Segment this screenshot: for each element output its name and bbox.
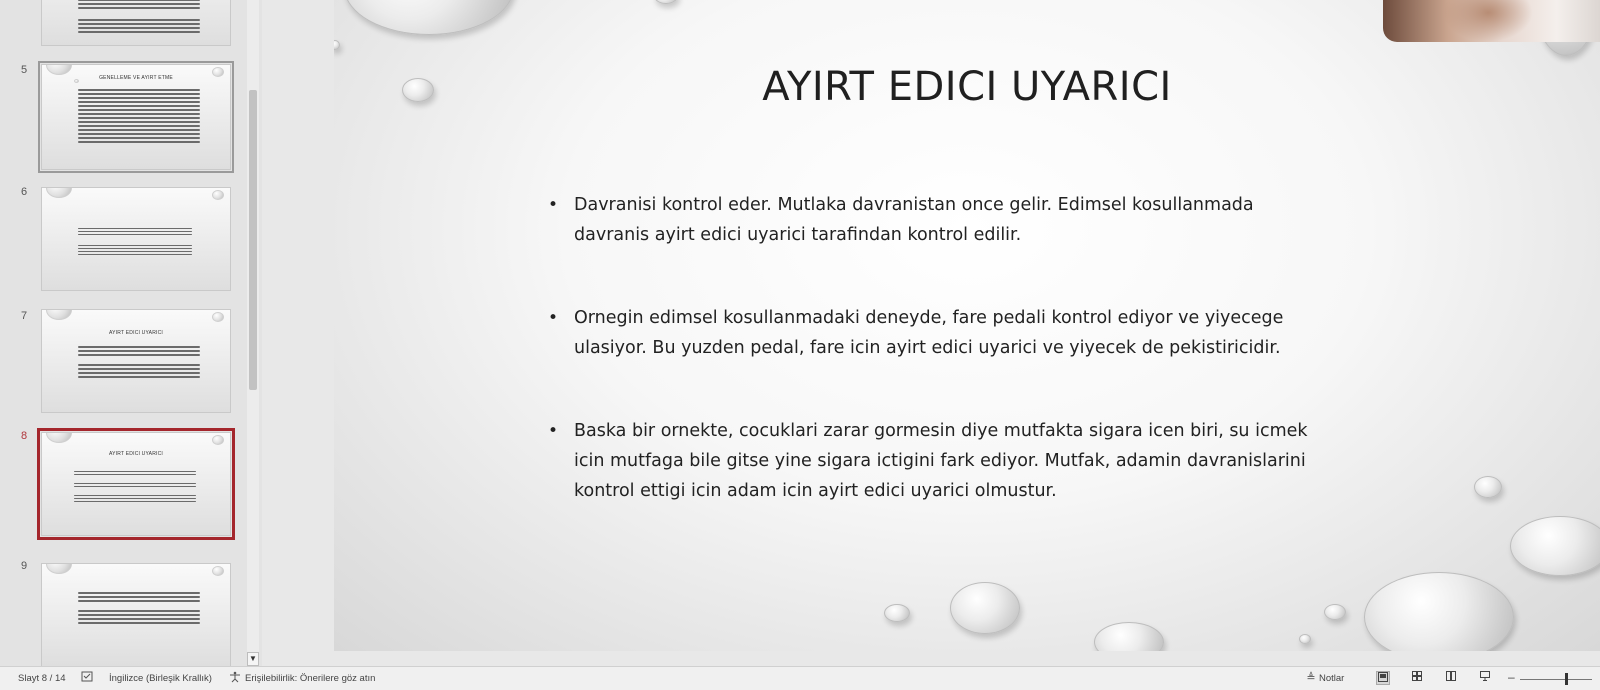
slide-counter[interactable]: Slayt 8 / 14	[18, 673, 66, 684]
language-indicator[interactable]: İngilizce (Birleşik Krallık)	[109, 673, 212, 684]
slide-thumbnail-6[interactable]	[41, 187, 231, 291]
thumbnail-number-5: 5	[21, 64, 28, 76]
webcam-face	[1443, 0, 1533, 42]
bullet-line: Davranisi kontrol eder. Mutlaka davranistan once gelir. Edimsel kosullanmada	[574, 195, 1254, 215]
accessibility-status[interactable]: Erişilebilirlik: Önerilere göz atın	[245, 673, 376, 684]
thumbnail-number-8: 8	[21, 430, 28, 442]
water-drop-decoration	[884, 604, 910, 622]
reading-view-icon[interactable]	[1444, 671, 1458, 685]
zoom-slider[interactable]	[1520, 679, 1592, 680]
notes-button[interactable]: Notlar	[1319, 673, 1345, 684]
water-drop-decoration	[344, 0, 514, 35]
bullet-item-1[interactable]	[548, 190, 1374, 250]
slide-editing-area[interactable]	[262, 0, 1600, 666]
water-drop-decoration	[334, 40, 340, 50]
notes-icon[interactable]: ≜	[1306, 672, 1316, 684]
current-slide[interactable]	[334, 0, 1600, 651]
bullet-line: Ornegin edimsel kosullanmadaki deneyde, fare pedali kontrol ediyor ve yiyecege	[574, 308, 1284, 328]
webcam-overlay	[1383, 0, 1600, 42]
slide-thumbnail-8[interactable]	[41, 432, 231, 536]
bullet-dot-icon: •	[548, 308, 559, 328]
bullet-dot-icon: •	[548, 421, 559, 441]
slide-thumbnail-9[interactable]	[41, 563, 231, 666]
bullet-line: davranis ayirt edici uyarici tarafindan kontrol edilir.	[574, 225, 1022, 245]
slideshow-icon[interactable]	[1478, 671, 1492, 685]
normal-view-icon[interactable]	[1376, 671, 1390, 685]
water-drop-decoration	[654, 0, 678, 4]
water-drop-decoration	[1474, 476, 1502, 498]
slide-thumbnail-4[interactable]	[41, 0, 231, 46]
slide-thumbnail-7[interactable]	[41, 309, 231, 413]
scroll-down-arrow-icon[interactable]: ▼	[247, 652, 259, 666]
water-drop-decoration	[1324, 604, 1346, 620]
bullet-line: ulasiyor. Bu yuzden pedal, fare icin ayirt edici uyarici ve yiyecek de pekistiricidir.	[574, 338, 1281, 358]
status-bar	[0, 666, 1600, 690]
bullet-item-2[interactable]	[548, 303, 1374, 363]
slide-thumbnail-5[interactable]	[41, 64, 231, 170]
slide-title[interactable]: AYIRT EDICI UYARICI	[762, 64, 1172, 110]
scrollbar-thumb[interactable]	[249, 90, 257, 390]
bullet-item-3[interactable]	[548, 416, 1374, 506]
bullet-dot-icon: •	[548, 195, 559, 215]
bullet-line: icin mutfaga bile gitse yine sigara ictigini fark ediyor. Mutfak, adamin davranislarini	[574, 451, 1306, 471]
thumbnail-title: AYIRT EDICI UYARICI	[109, 330, 163, 336]
thumbnail-title: GENELLEME VE AYIRT ETME	[99, 75, 173, 81]
accessibility-icon[interactable]	[228, 671, 242, 685]
spellcheck-icon[interactable]	[80, 671, 94, 685]
bullet-line: Baska bir ornekte, cocuklari zarar gormesin diye mutfakta sigara icen biri, su icmek	[574, 421, 1308, 441]
water-drop-decoration	[950, 582, 1020, 634]
thumbnail-number-7: 7	[21, 310, 28, 322]
slide-sorter-icon[interactable]	[1410, 671, 1424, 685]
thumbnail-title: AYIRT EDICI UYARICI	[109, 451, 163, 457]
thumbnail-number-6: 6	[21, 186, 28, 198]
thumbnail-scrollbar[interactable]	[247, 0, 259, 666]
water-drop-decoration	[1094, 622, 1164, 651]
slide-thumbnail-pane[interactable]	[0, 0, 262, 666]
bullet-line: kontrol ettigi icin adam icin ayirt edici uyarici olmustur.	[574, 481, 1057, 501]
thumbnail-number-9: 9	[21, 560, 28, 572]
water-drop-decoration	[1299, 634, 1311, 644]
zoom-out-button[interactable]: –	[1508, 670, 1515, 684]
water-drop-decoration	[1510, 516, 1600, 576]
water-drop-decoration	[1364, 572, 1514, 651]
zoom-slider-knob[interactable]	[1565, 673, 1568, 685]
